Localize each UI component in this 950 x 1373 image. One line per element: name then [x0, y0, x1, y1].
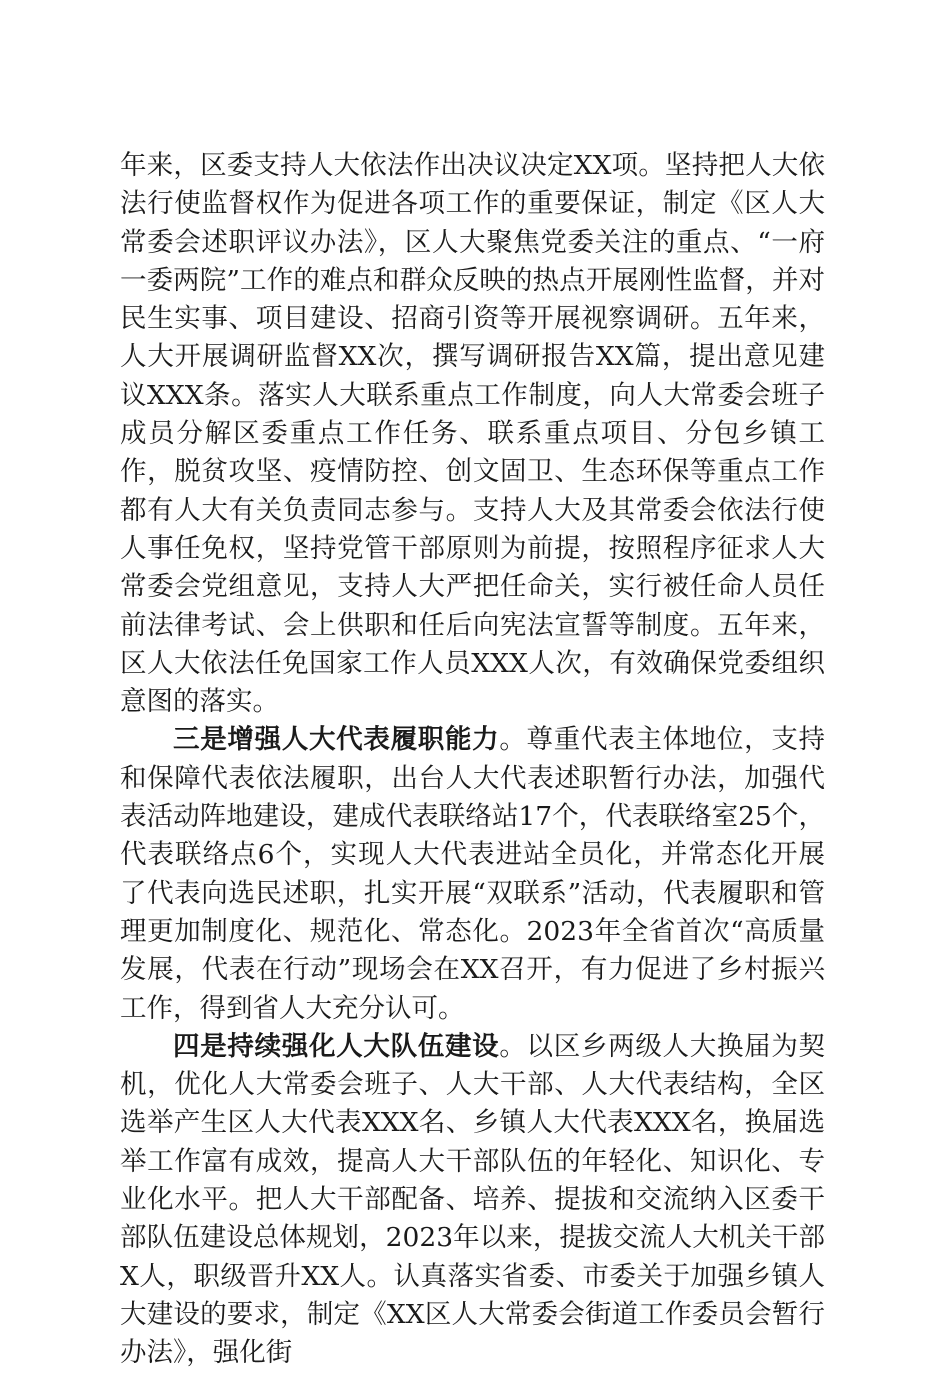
paragraph-heading: 三是增强人大代表履职能力: [173, 724, 500, 756]
paragraph-text: 。尊重代表主体地位，支持和保障代表依法履职，出台人大代表述职暂行办法，加强代表活动阵地建设，建成代表联络站17个，代表联络室25个，代表联络点6个，实现人大代表进站全员化，并常态化开展了代表向选民述职，扎实开展“双联系”活动，代表履职和管理更加制度化、规范化、常态化。2023年全省首次“高质量发展，代表在行动”现场会在XX召开，有力促进了乡村振兴工作，得到省人大充分认可。: [120, 724, 826, 1024]
paragraph-text: 。以区乡两级人大换届为契机，优化人大常委会班子、人大干部、人大代表结构，全区选举产生区人大代表XXX名、乡镇人大代表XXX名，换届选举工作富有成效，提高人大干部队伍的年轻化、知识化、专业化水平。把人大干部配备、培养、提拔和交流纳入区委干部队伍建设总体规划，2023年以来，提拔交流人大机关干部X人，职级晋升XX人。认真落实省委、市委关于加强乡镇人大建设的要求，制定《XX区人大常委会街道工作委员会暂行办法》，强化街: [120, 1030, 826, 1369]
paragraph-continuation: [120, 147, 825, 721]
paragraph-item-three: [120, 721, 825, 1027]
paragraph-heading: 四是持续强化人大队伍建设: [173, 1030, 500, 1062]
document-body: [120, 147, 825, 1373]
paragraph-text: 年来，区委支持人大依法作出决议决定XX项。坚持把人大依法行使监督权作为促进各项工作的重要保证，制定《区人大常委会述职评议办法》，区人大聚焦党委关注的重点、“一府一委两院”工作的难点和群众反映的热点开展刚性监督，并对民生实事、项目建设、招商引资等开展视察调研。五年来，人大开展调研监督XX次，撰写调研报告XX篇，提出意见建议XXX条。落实人大联系重点工作制度，向人大常委会班子成员分解区委重点工作任务、联系重点项目、分包乡镇工作，脱贫攻坚、疫情防控、创文固卫、生态环保等重点工作都有人大有关负责同志参与。支持人大及其常委会依法行使人事任免权，坚持党管干部原则为前提，按照程序征求人大常委会党组意见，支持人大严把任命关，实行被任命人员任前法律考试、会上供职和任后向宪法宣誓等制度。五年来，区人大依法任免国家工作人员XXX人次，有效确保党委组织意图的落实。: [120, 150, 825, 718]
paragraph-item-four: [120, 1028, 825, 1373]
